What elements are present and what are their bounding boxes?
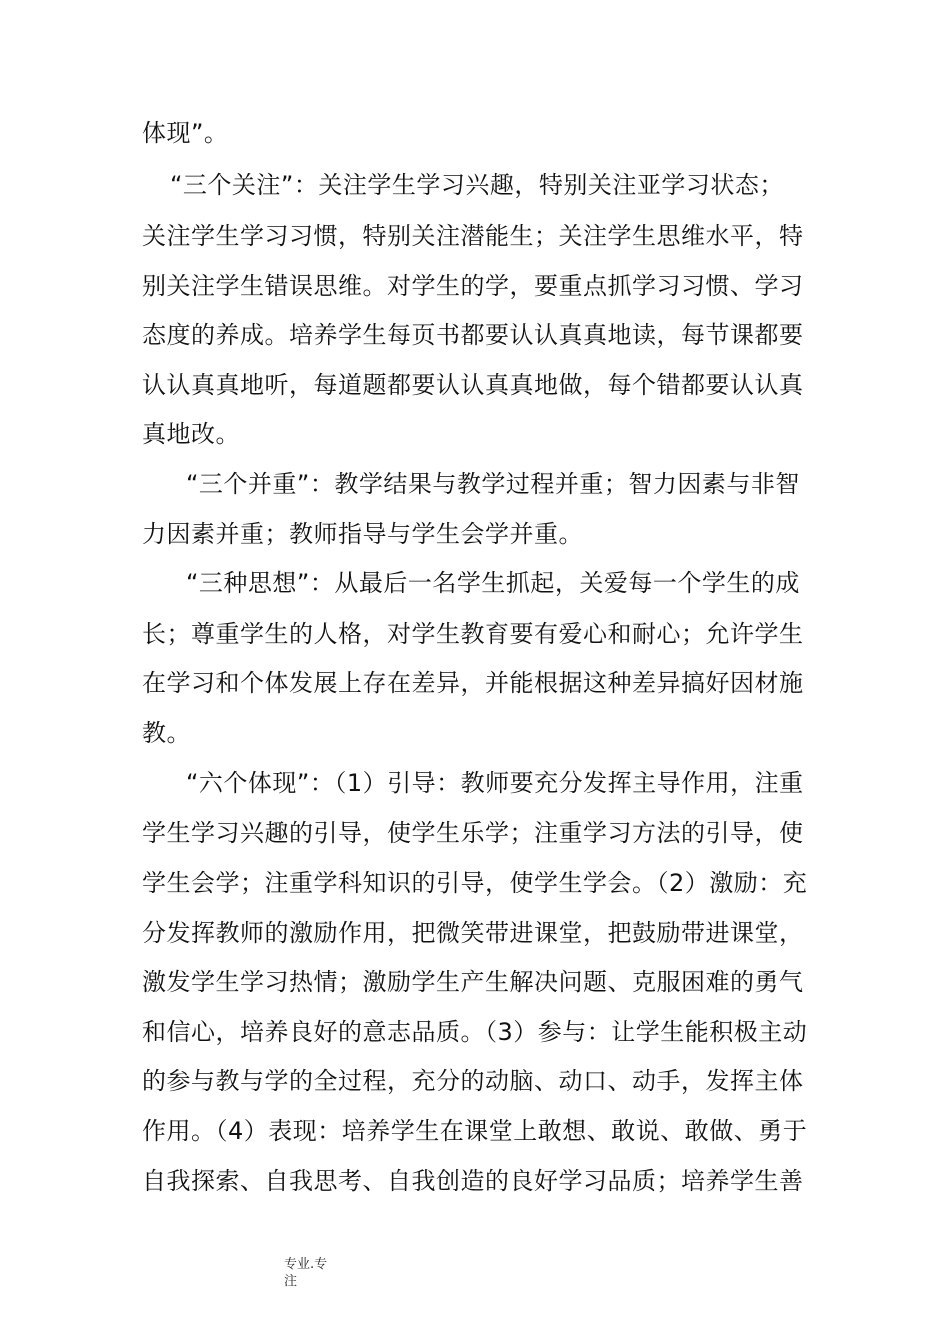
text-line: 在学习和个体发展上存在差异，并能根据这种差异搞好因材施 [142,669,804,697]
text-line: 学生学习兴趣的引导，使学生乐学；注重学习方法的引导，使 [142,819,804,847]
text-line: 教。 [142,719,191,747]
text-line: 的参与教与学的全过程，充分的动脑、动口、动手，发挥主体 [142,1067,804,1095]
text-line: 自我探索、自我思考、自我创造的良好学习品质；培养学生善 [142,1167,804,1195]
text-line: 真地改。 [142,420,240,448]
text-line: 认认真真地听，每道题都要认认真真地做，每个错都要认认真 [142,371,804,399]
text-line: 力因素并重；教师指导与学生会学并重。 [142,520,583,548]
text-line: 别关注学生错误思维。对学生的学，要重点抓学习习惯、学习 [142,272,804,300]
text-line: “三个关注”：关注学生学习兴趣，特别关注亚学习状态； [170,171,784,199]
footer-text: 专业.专 [284,1257,328,1272]
footer-text: 注 [284,1274,298,1289]
text-line: 分发挥教师的激励作用，把微笑带进课堂，把鼓励带进课堂， [142,919,804,947]
text-line: 激发学生学习热情；激励学生产生解决问题、克服困难的勇气 [142,968,804,996]
text-line: “三个并重”：教学结果与教学过程并重；智力因素与非智 [186,470,800,498]
text-line: 作用。（4）表现：培养学生在课堂上敢想、敢说、敢做、勇于 [142,1117,808,1145]
text-line: 和信心，培养良好的意志品质。（3）参与：让学生能积极主动 [142,1018,808,1046]
text-line: 关注学生学习习惯，特别关注潜能生；关注学生思维水平，特 [142,222,804,250]
text-line: 态度的养成。培养学生每页书都要认认真真地读，每节课都要 [142,321,804,349]
text-line: “三种思想”：从最后一名学生抓起，关爱每一个学生的成 [186,569,800,597]
text-line: “六个体现”：（1）引导：教师要充分发挥主导作用，注重 [186,769,804,797]
text-line: 长；尊重学生的人格，对学生教育要有爱心和耐心；允许学生 [142,620,804,648]
text-line: 体现”。 [142,119,229,147]
text-line: 学生会学；注重学科知识的引导，使学生学会。（2）激励：充 [142,869,808,897]
